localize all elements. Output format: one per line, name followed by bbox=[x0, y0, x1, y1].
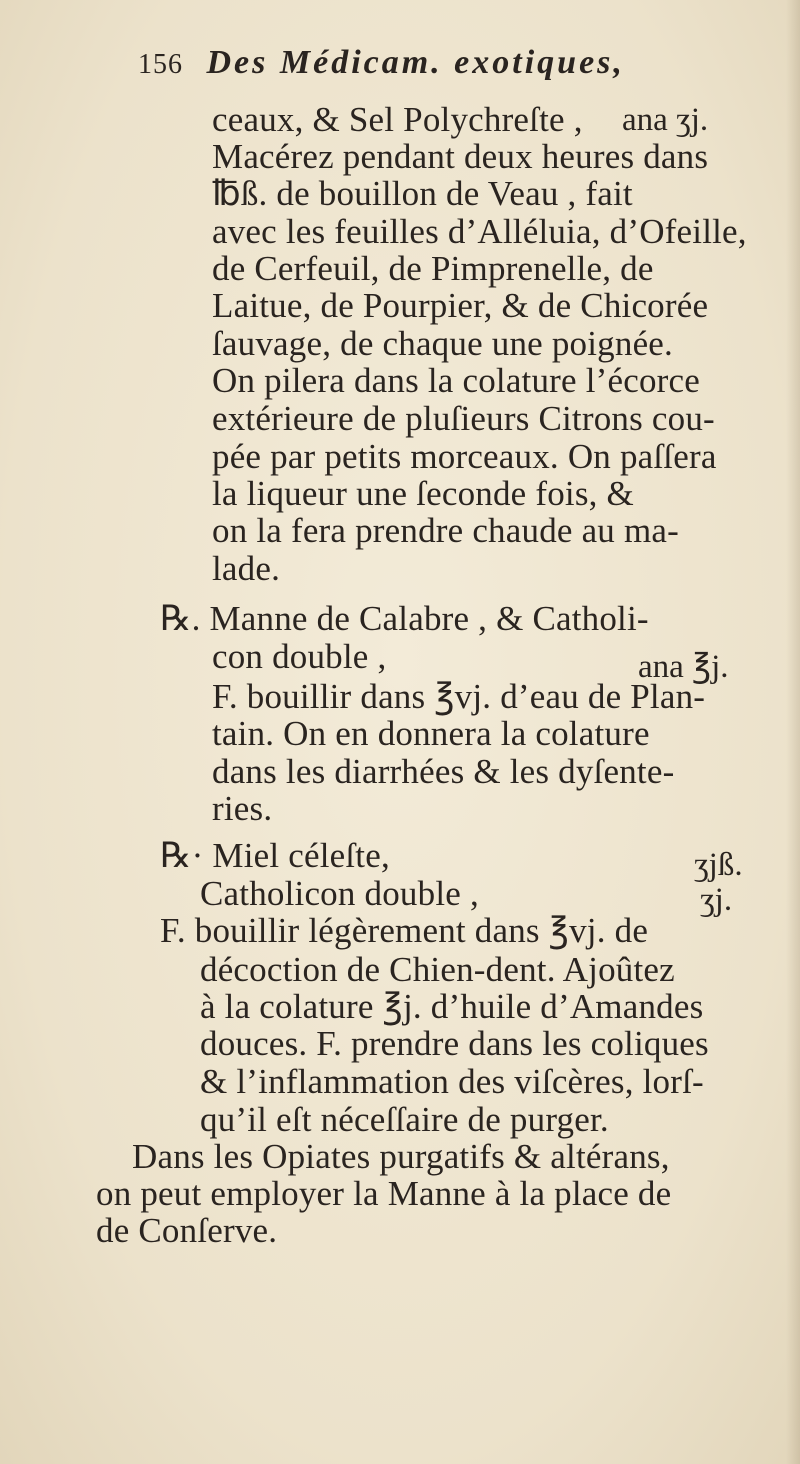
text-line: on la fera prendre chaude au ma- bbox=[212, 511, 679, 550]
text-line: la liqueur une ſeconde fois, & bbox=[212, 474, 634, 513]
text-line: ℔ß. de bouillon de Veau , fait bbox=[212, 174, 633, 213]
text-line: extérieure de pluſieurs Citrons cou- bbox=[212, 399, 715, 438]
text-line: ſauvage, de chaque une poignée. bbox=[212, 324, 673, 363]
text-line: F. bouillir dans ℥vj. d’eau de Plan- bbox=[212, 677, 706, 716]
text-line: lade. bbox=[212, 549, 281, 588]
text-line: dans les diarrhées & les dyſente- bbox=[212, 752, 675, 791]
text-line: On pilera dans la colature l’écorce bbox=[212, 361, 700, 400]
recipe-line: ℞. Manne de Calabre , & Catholi- bbox=[160, 599, 649, 638]
text-line: pée par petits morceaux. On paſſera bbox=[212, 437, 717, 476]
text-line: décoction de Chien-dent. Ajoûtez bbox=[200, 950, 675, 989]
text-line: avec les feuilles d’Alléluia, d’Ofeille, bbox=[212, 212, 747, 251]
text-line: Catholicon double , bbox=[200, 874, 479, 913]
running-title: Des Médicam. exotiques, bbox=[206, 44, 625, 81]
text-line: à la colature ℥j. d’huile d’Amandes bbox=[200, 987, 704, 1026]
text-line: de Cerfeuil, de Pimprenelle, de bbox=[212, 249, 654, 288]
text-line: F. bouillir légèrement dans ℥vj. de bbox=[160, 911, 649, 950]
dose: ʒjß. bbox=[694, 847, 743, 883]
text-line: Laitue, de Pourpier, & de Chicorée bbox=[212, 286, 709, 325]
text-line: con double , bbox=[212, 637, 387, 676]
page-edge-shadow bbox=[786, 0, 800, 1464]
dose: ʒj. bbox=[700, 882, 733, 918]
page-header bbox=[138, 44, 625, 92]
text-line: ceaux, & Sel Polychreſte , bbox=[212, 100, 583, 139]
text-line: Macérez pendant deux heures dans bbox=[212, 137, 709, 176]
recipe-line: ℞· Miel céleſte, bbox=[160, 836, 390, 875]
text-line: douces. F. prendre dans les coliques bbox=[200, 1024, 709, 1063]
text-line: on peut employer la Manne à la place de bbox=[96, 1174, 672, 1213]
text-line: Dans les Opiates purgatifs & altérans, bbox=[132, 1137, 670, 1176]
dose: ana ʒj. bbox=[622, 102, 709, 138]
text-line: tain. On en donnera la colature bbox=[212, 714, 650, 753]
text-line: ries. bbox=[212, 789, 273, 828]
page-number: 156 bbox=[138, 49, 183, 80]
text-line: & l’inflammation des viſcères, lorſ- bbox=[200, 1062, 704, 1101]
dose: ana ℥j. bbox=[638, 649, 729, 685]
text-line: de Conſerve. bbox=[96, 1211, 278, 1250]
text-line: qu’il eſt néceſſaire de purger. bbox=[200, 1100, 609, 1139]
